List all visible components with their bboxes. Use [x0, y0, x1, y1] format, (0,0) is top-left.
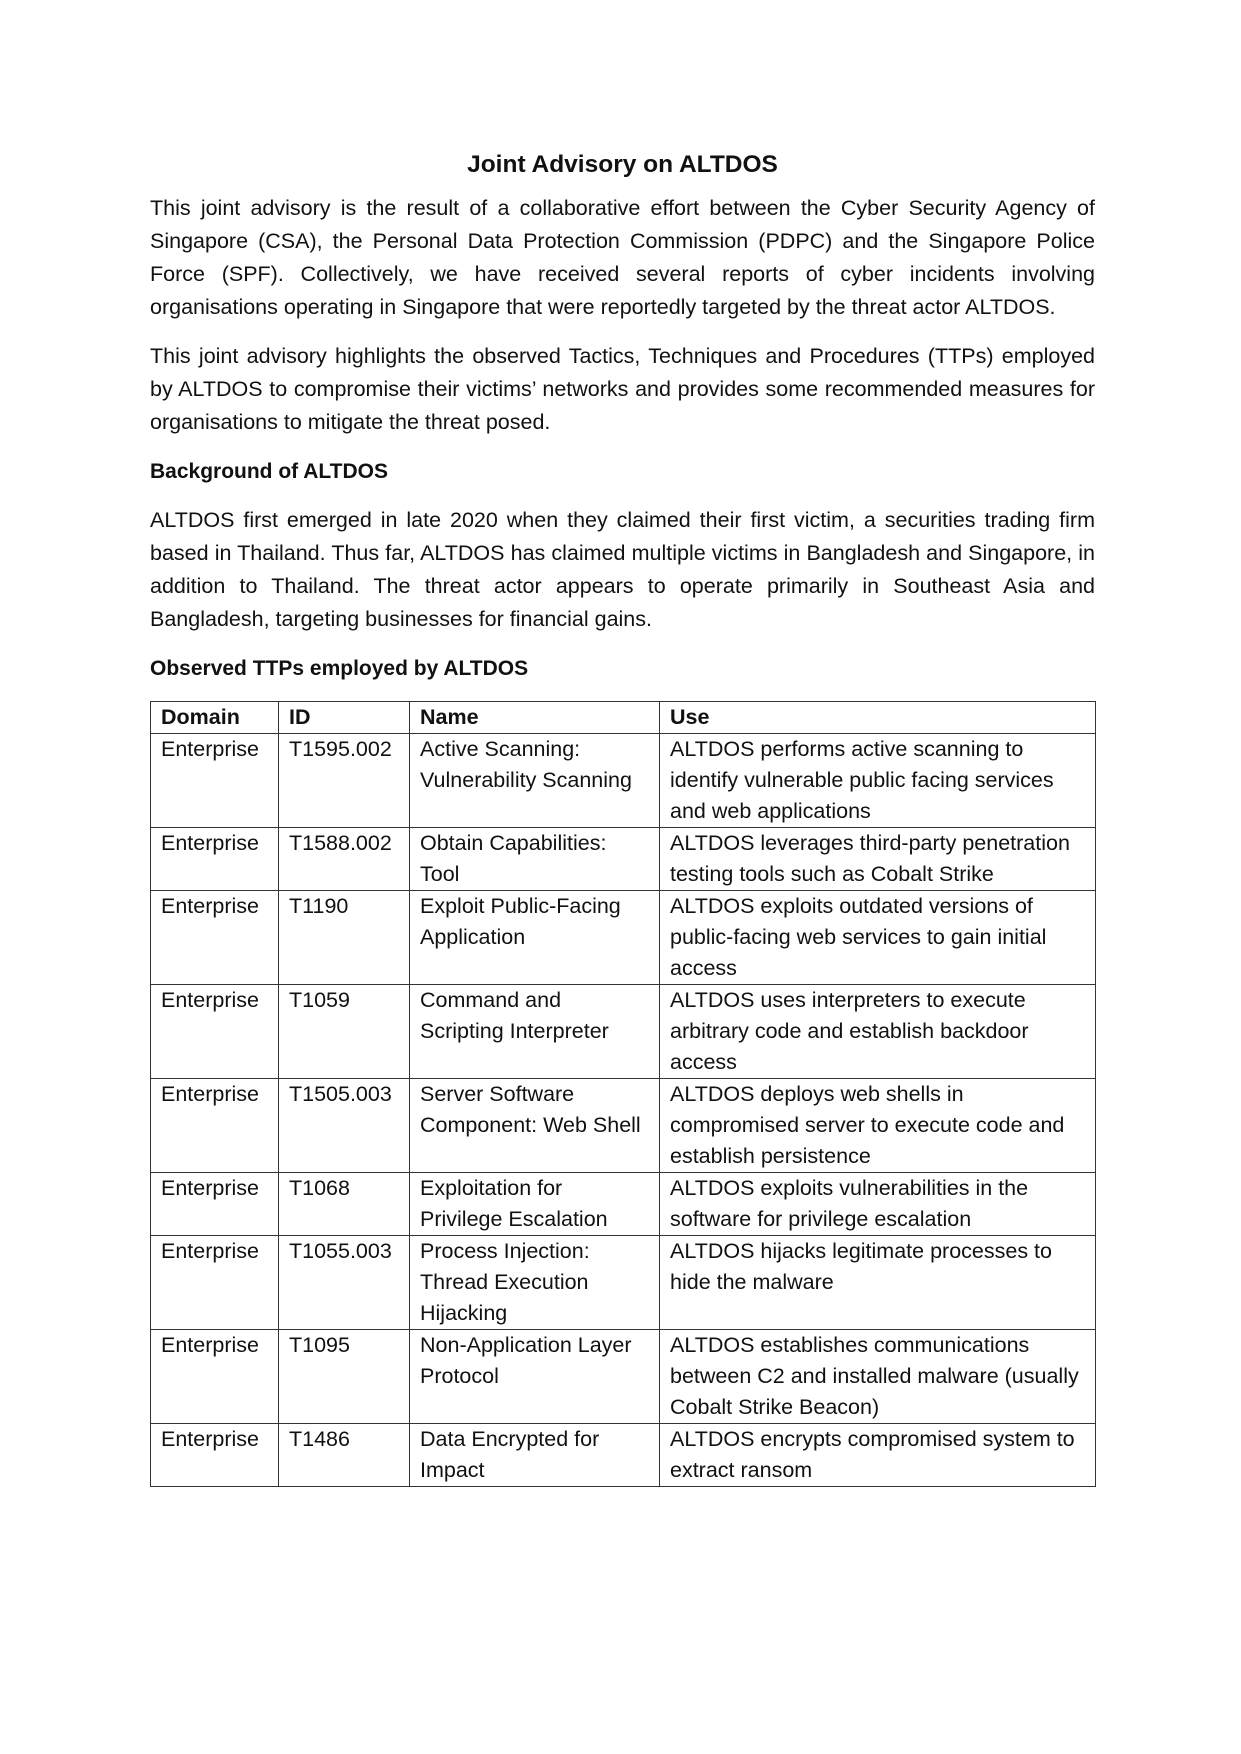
table-row [151, 891, 1096, 985]
column-header-use: Use [660, 702, 1096, 734]
ttp-table [150, 701, 1096, 1487]
cell-name: Data Encrypted for Impact [410, 1424, 660, 1487]
cell-name: Obtain Capabilities: Tool [410, 828, 660, 891]
cell-use: ALTDOS exploits outdated versions of public-facing web services to gain initial access [660, 891, 1096, 985]
intro-paragraph-1: This joint advisory is the result of a collaborative effort between the Cyber Security Agency of Singapore (CSA), the Personal Data Protection Commission (PDPC) and the Singapore Police Force (SPF). Collectively, we have received several reports of cyber incidents involving organisations operating in Singapore that were reportedly targeted by the threat actor ALTDOS. [150, 196, 1095, 319]
cell-use: ALTDOS leverages third-party penetration testing tools such as Cobalt Strike [660, 828, 1096, 891]
cell-use: ALTDOS establishes communications between C2 and installed malware (usually Cobalt Strike Beacon) [660, 1330, 1096, 1424]
background-heading: Background of ALTDOS [150, 460, 388, 483]
table-row [151, 828, 1096, 891]
table-row [151, 1330, 1096, 1424]
cell-use: ALTDOS encrypts compromised system to extract ransom [660, 1424, 1096, 1487]
column-header-domain: Domain [151, 702, 279, 734]
table-header-row [151, 702, 1096, 734]
cell-domain: Enterprise [151, 1236, 279, 1330]
table-row [151, 1236, 1096, 1330]
document-page [150, 148, 1095, 1487]
table-row [151, 1424, 1096, 1487]
cell-domain: Enterprise [151, 734, 279, 828]
cell-use: ALTDOS deploys web shells in compromised server to execute code and establish persistence [660, 1079, 1096, 1173]
table-row [151, 1173, 1096, 1236]
table-row [151, 985, 1096, 1079]
cell-id: T1068 [279, 1173, 410, 1236]
cell-use: ALTDOS hijacks legitimate processes to hide the malware [660, 1236, 1096, 1330]
ttps-heading: Observed TTPs employed by ALTDOS [150, 657, 529, 680]
cell-name: Exploitation for Privilege Escalation [410, 1173, 660, 1236]
cell-id: T1055.003 [279, 1236, 410, 1330]
cell-domain: Enterprise [151, 985, 279, 1079]
cell-use: ALTDOS exploits vulnerabilities in the software for privilege escalation [660, 1173, 1096, 1236]
intro-paragraph-2: This joint advisory highlights the observed Tactics, Techniques and Procedures (TTPs) employed by ALTDOS to compromise their victims’ networks and provides some recommended measures for organisations to mitigate the threat posed. [150, 344, 1095, 434]
cell-name: Active Scanning: Vulnerability Scanning [410, 734, 660, 828]
cell-domain: Enterprise [151, 1079, 279, 1173]
cell-name: Non-Application Layer Protocol [410, 1330, 660, 1424]
table-row [151, 734, 1096, 828]
background-paragraph: ALTDOS first emerged in late 2020 when they claimed their first victim, a securities trading firm based in Thailand. Thus far, ALTDOS has claimed multiple victims in Bangladesh and Singapore, in addition to Thailand. The threat actor appears to operate primarily in Southeast Asia and Bangladesh, targeting businesses for financial gains. [150, 508, 1095, 631]
cell-name: Server Software Component: Web Shell [410, 1079, 660, 1173]
cell-domain: Enterprise [151, 1330, 279, 1424]
cell-id: T1486 [279, 1424, 410, 1487]
cell-use: ALTDOS performs active scanning to identify vulnerable public facing services and web applications [660, 734, 1096, 828]
cell-id: T1095 [279, 1330, 410, 1424]
column-header-id: ID [279, 702, 410, 734]
cell-domain: Enterprise [151, 1173, 279, 1236]
cell-id: T1505.003 [279, 1079, 410, 1173]
cell-domain: Enterprise [151, 1424, 279, 1487]
cell-domain: Enterprise [151, 828, 279, 891]
cell-use: ALTDOS uses interpreters to execute arbitrary code and establish backdoor access [660, 985, 1096, 1079]
cell-id: T1595.002 [279, 734, 410, 828]
cell-name: Command and Scripting Interpreter [410, 985, 660, 1079]
cell-name: Process Injection: Thread Execution Hijacking [410, 1236, 660, 1330]
document-title: Joint Advisory on ALTDOS [467, 151, 778, 178]
cell-name: Exploit Public-Facing Application [410, 891, 660, 985]
cell-domain: Enterprise [151, 891, 279, 985]
cell-id: T1059 [279, 985, 410, 1079]
table-row [151, 1079, 1096, 1173]
cell-id: T1588.002 [279, 828, 410, 891]
cell-id: T1190 [279, 891, 410, 985]
column-header-name: Name [410, 702, 660, 734]
